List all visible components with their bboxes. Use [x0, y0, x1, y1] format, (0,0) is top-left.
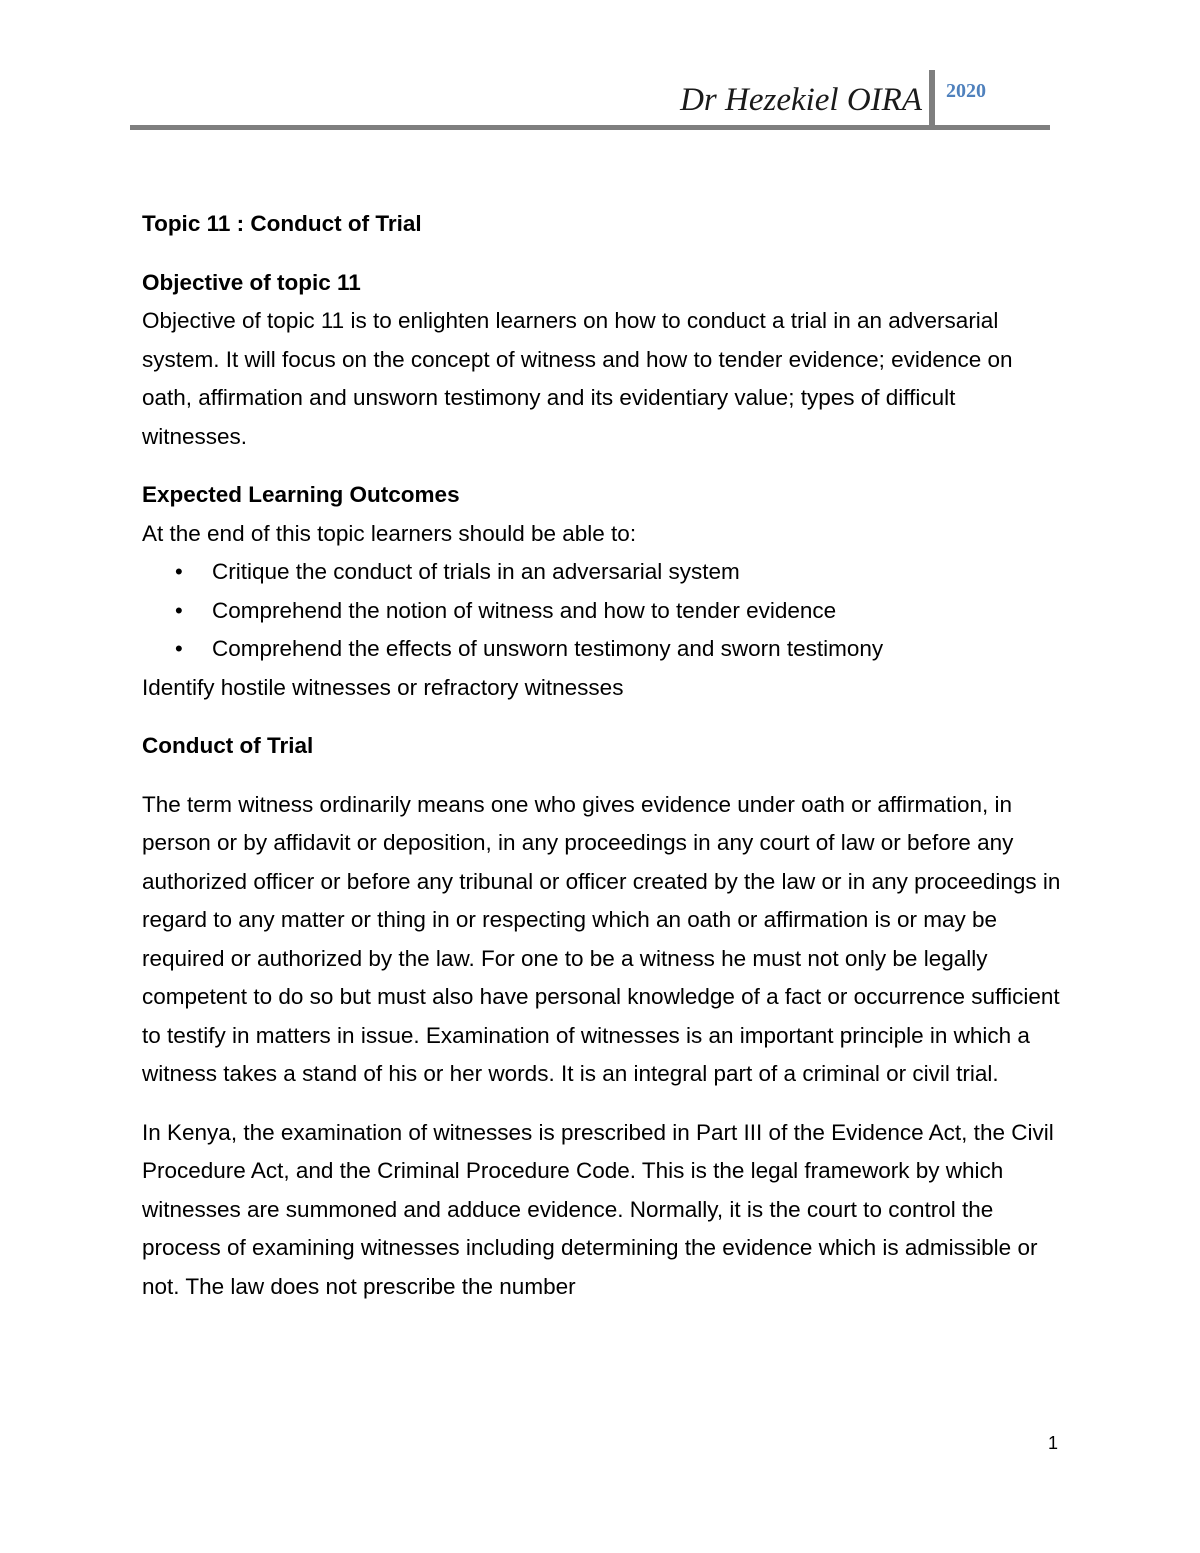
paragraph-kenya-framework: In Kenya, the examination of witnesses is prescribed in Part III of the Evidence Act, the Civil Procedure Act, and the Criminal Procedure Code. This is the legal framework by which witnesses are summoned and adduce evidence. Normally, it is the court to control the process of examining witnesses including determining the evidence which is admissible or not. The law does not prescribe the number	[142, 1119, 1054, 1299]
header-rule	[130, 125, 1050, 130]
objective-heading: Objective of topic 11	[142, 269, 361, 295]
outcomes-trailing: Identify hostile witnesses or refractory witnesses	[142, 674, 624, 700]
bullet-icon: •	[175, 636, 183, 661]
paragraph-witness-definition: The term witness ordinarily means one who gives evidence under oath or affirmation, in person or by affidavit or deposition, in any proceedings in any court of law or before any authorized officer or before any tribunal or officer created by the law or in any proceedings in regard to any matter or thing in or respecting which an oath or affirmation is or may be required or authorized by the law. For one to be a witness he must not only be legally competent to do so but must also have personal knowledge of a fact or occurrence sufficient to testify in matters in issue. Examination of witnesses is an important principle in which a witness takes a stand of his or her words. It is an integral part of a criminal or civil trial.	[142, 791, 1061, 1086]
outcomes-heading: Expected Learning Outcomes	[142, 482, 460, 507]
list-item-text: Critique the conduct of trials in an adversarial system	[212, 559, 740, 584]
list-item	[142, 630, 1062, 669]
bullet-icon: •	[175, 597, 183, 623]
page-header	[130, 60, 1050, 130]
outcomes-intro: At the end of this topic learners should be able to:	[142, 520, 637, 546]
document-body	[142, 205, 1062, 1306]
page-number: 1	[1047, 1433, 1058, 1453]
conduct-heading: Conduct of Trial	[142, 733, 314, 758]
list-item	[142, 553, 1062, 592]
header-year: 2020	[946, 80, 986, 102]
header-divider	[929, 70, 935, 128]
list-item-text: Comprehend the effects of unsworn testimony and sworn testimony	[212, 636, 884, 661]
topic-title: Topic 11 : Conduct of Trial	[142, 211, 422, 236]
list-item	[142, 592, 1062, 631]
objective-text: Objective of topic 11 is to enlighten learners on how to conduct a trial in an adversarial system. It will focus on the concept of witness and how to tender evidence; evidence on oath, affirmation and unsworn testimony and its evidentiary value; types of difficult witnesses.	[142, 308, 1013, 449]
header-author: Dr Hezekiel OIRA	[680, 82, 922, 118]
outcomes-list	[142, 553, 1062, 669]
list-item-text: Comprehend the notion of witness and how to tender evidence	[212, 597, 837, 623]
bullet-icon: •	[175, 559, 183, 584]
